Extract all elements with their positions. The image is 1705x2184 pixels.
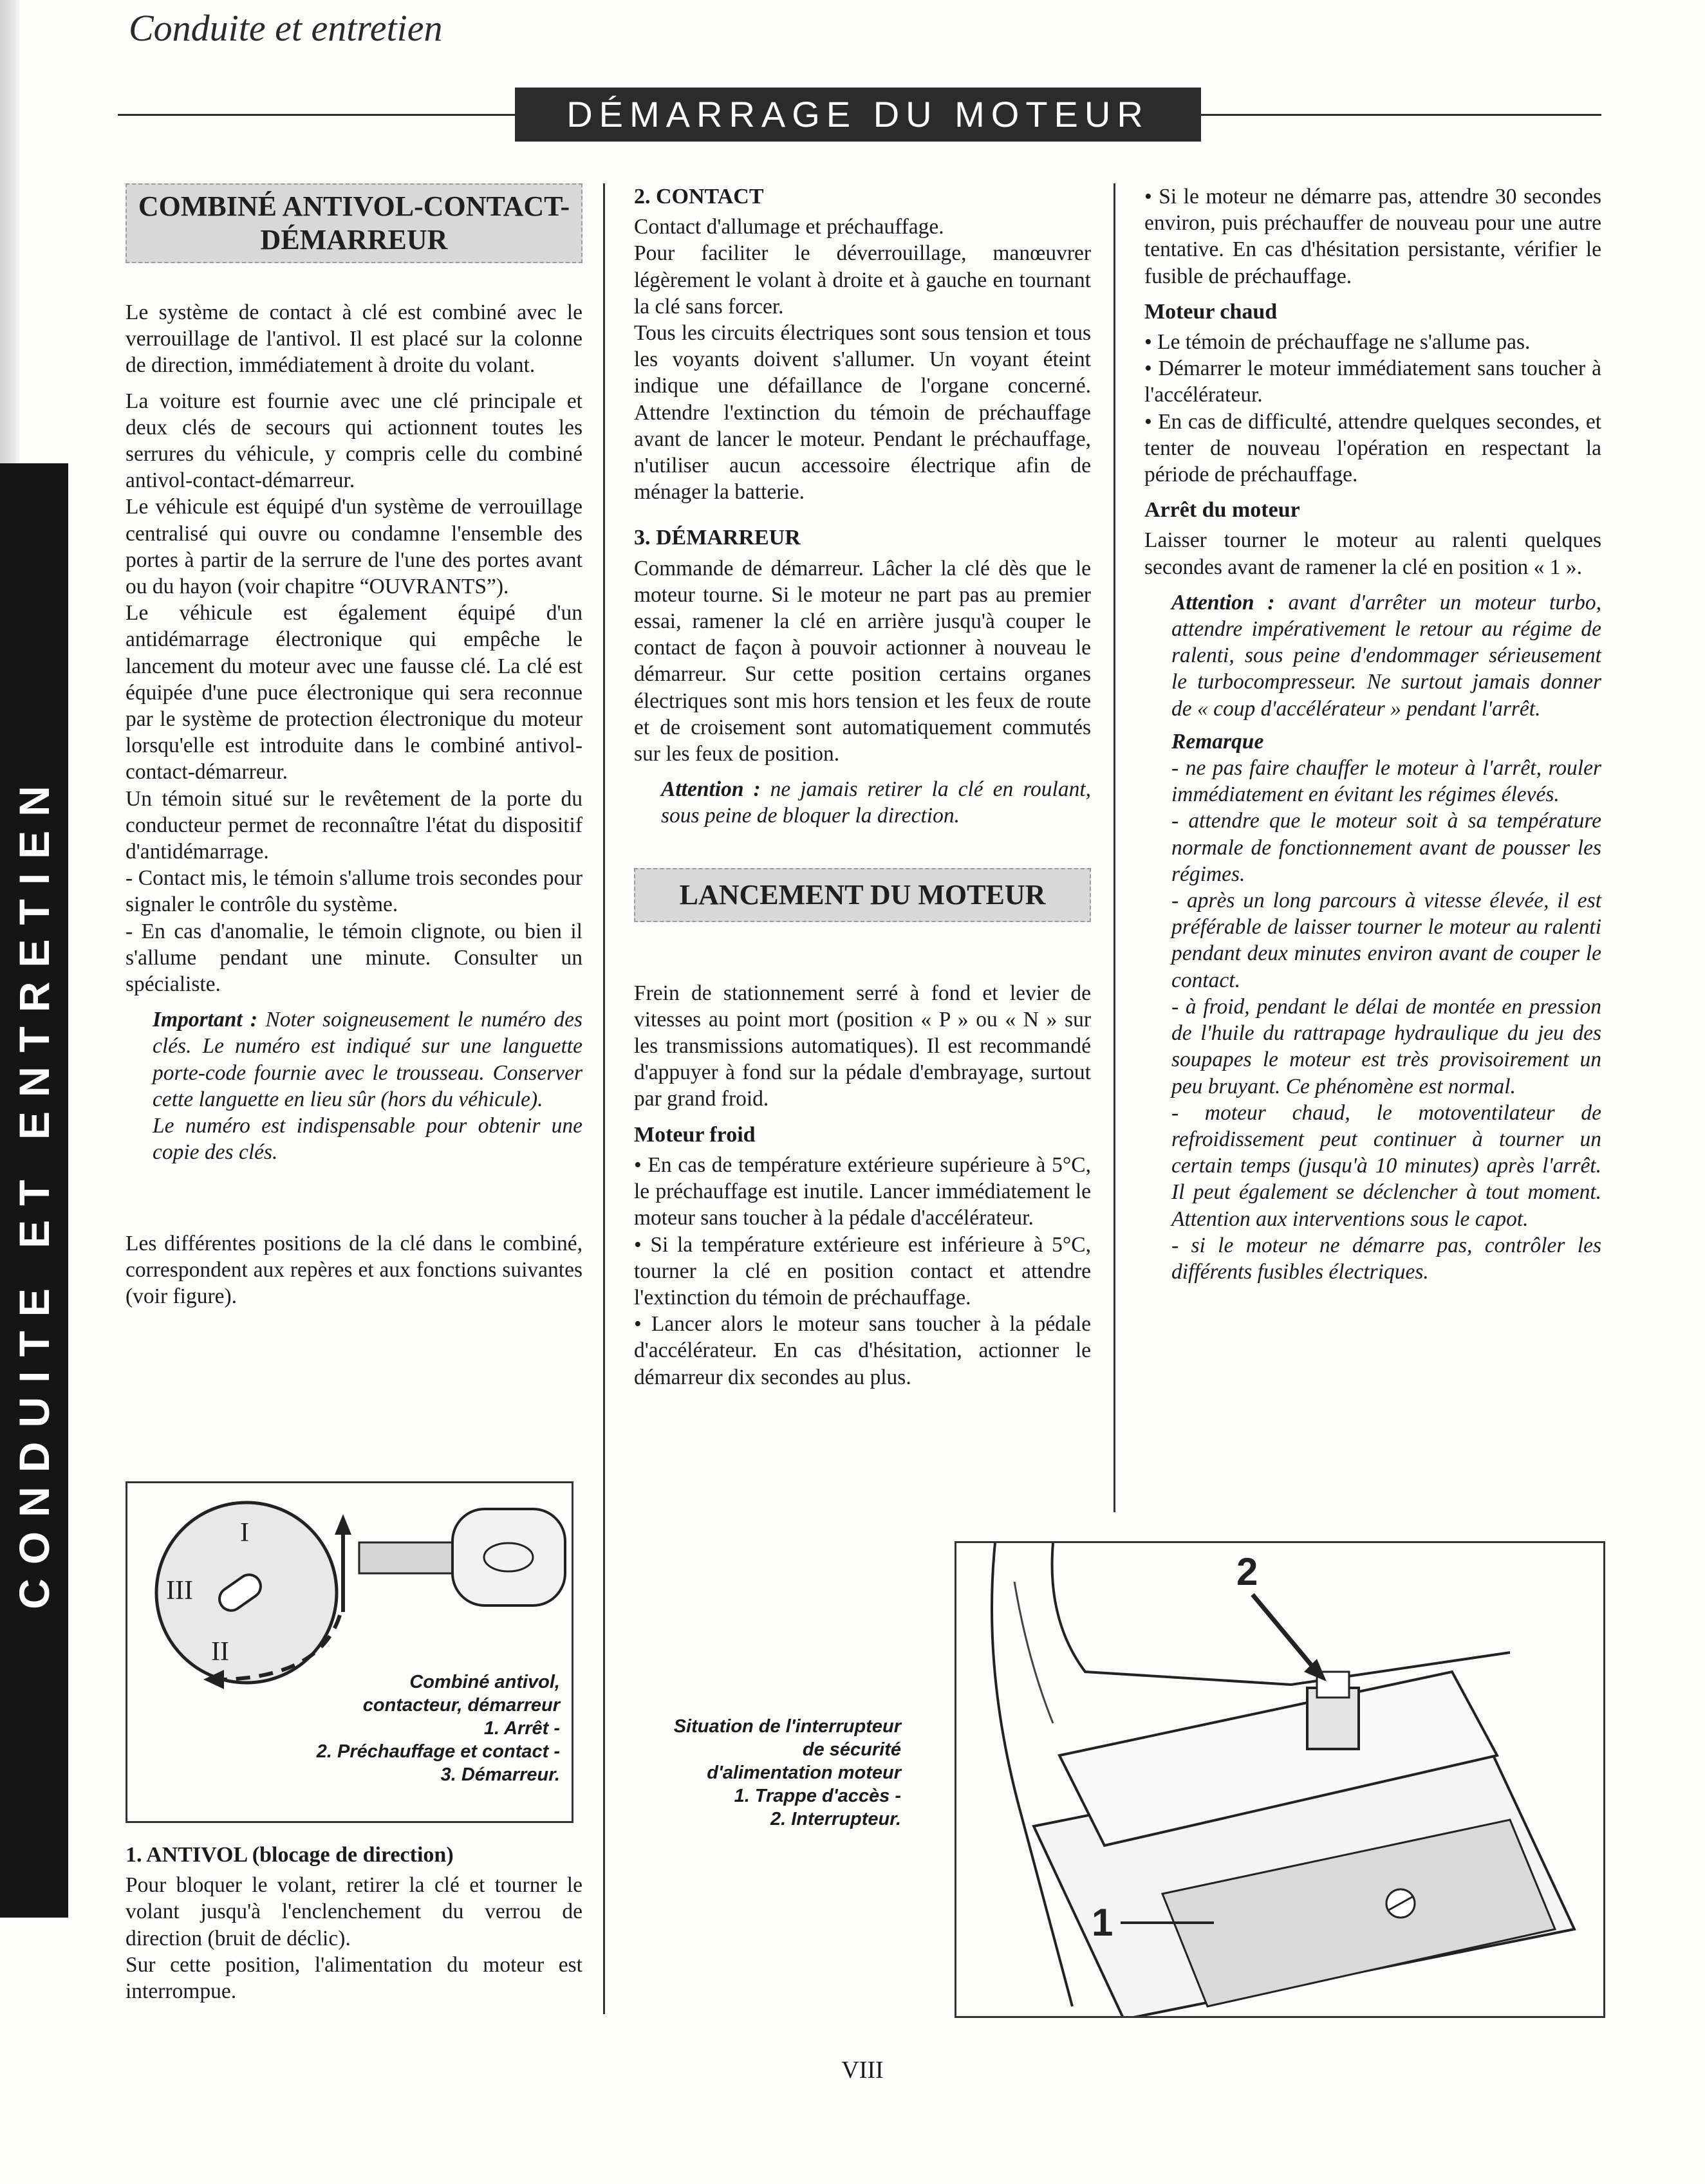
remarque-item: - ne pas faire chauffer le moteur à l'arrêt, rouler immédiatement en évitant les régimes élevés.: [1171, 756, 1601, 807]
arrow-head: [335, 1514, 351, 1535]
section-banner: DÉMARRAGE DU MOTEUR: [515, 88, 1201, 142]
attention-note: [634, 776, 1091, 829]
column-1: [126, 183, 582, 1319]
paragraph: Les différentes positions de la clé dans le combiné, correspondent aux repères et aux fonctions suivantes (voir figure).: [126, 1231, 582, 1308]
pos-I-label: I: [240, 1518, 249, 1548]
seat-cushion-edge: [1052, 1543, 1510, 1685]
column-3: [1144, 183, 1601, 1285]
important-note: [126, 1006, 582, 1165]
paragraph: • Si le moteur ne démarre pas, attendre 30 secondes environ, puis préchauffer de nouveau pour une autre tentative. En cas d'hésitation persistante, vérifier le fusible de préchauffage.: [1144, 185, 1601, 288]
remarque-item: - si le moteur ne démarre pas, contrôler les différents fusibles électriques.: [1171, 1233, 1601, 1284]
running-title: Conduite et entretien: [129, 7, 443, 49]
label-2: 2: [1236, 1550, 1258, 1593]
remarque-item: - après un long parcours à vitesse élevée, il est préférable de laisser tourner le moteur au ralenti pendant deux minutes environ avant de couper le contact.: [1171, 889, 1601, 992]
seat-contour: [1014, 1582, 1053, 1723]
key-blade: [359, 1542, 456, 1573]
heading-combine: COMBINÉ ANTIVOL-CONTACT-DÉMARREUR: [126, 183, 582, 263]
important-text-2: Le numéro est indispensable pour obtenir une copie des clés.: [153, 1114, 582, 1165]
column-2: [634, 183, 1091, 1391]
paragraph: Sur cette position, l'alimentation du moteur est interrompue.: [126, 1952, 582, 2004]
attention-text: avant d'arrêter un moteur turbo, attendre impérativement le retour au régime de ralenti, sous peine d'endommager sérieusement le turbocompresseur. Ne surtout jamais donner de « coup d'accélérateur » pendant l'arrêt.: [1171, 590, 1602, 721]
key-head: [452, 1509, 565, 1606]
heading-moteur-chaud: Moteur chaud: [1144, 299, 1278, 324]
caption-line: Situation de l'interrupteur: [673, 1716, 901, 1737]
column-divider-1: [603, 183, 605, 2014]
paragraph: - En cas d'anomalie, le témoin clignote, ou bien il s'allume pendant une minute. Consulter un spécialiste.: [126, 919, 582, 997]
caption-line: 2. Préchauffage et contact -: [316, 1741, 560, 1762]
column-divider-2: [1113, 183, 1115, 1512]
paragraph: Commande de démarreur. Lâcher la clé dès que le moteur tourne. Si le moteur ne part pas au premier essai, ramener la clé en arrière jusqu'à couper le contact de façon à pouvoir actionner à nouveau le démarreur. Sur cette position certains organes électriques sont mis hors tension et les feux de route et de croisement sont automatiquement commutés sur les feux de position.: [634, 556, 1091, 766]
caption-line: contacteur, démarreur: [362, 1695, 560, 1716]
remarque-item: - moteur chaud, le motoventilateur de refroidissement peut continuer à tourner un certain temps (jusqu'à 10 minutes) après l'arrêt. Il peut également se déclencher à tout moment. Attention aux interventions sous le capot.: [1171, 1100, 1601, 1231]
paragraph: Le système de contact à clé est combiné avec le verrouillage de l'antivol. Il est placé sur la colonne de direction, immédiatement à droite du volant.: [126, 301, 582, 378]
paragraph: Pour faciliter le déverrouillage, manœuvrer légèrement le volant à droite et à gauche en tournant la clé sans forcer.: [634, 241, 1091, 319]
paragraph: La voiture est fournie avec une clé principale et deux clés de secours qui actionnent toutes les serrures du véhicule, y compris celle du combiné antivol-contact-démarreur.: [126, 389, 582, 493]
paragraph: Frein de stationnement serré à fond et levier de vitesses au point mort (position « P » ou « N » sur les transmissions automatiques). Il est recommandé d'appuyer à fond sur la pédale d'embrayage, surtout par grand froid.: [634, 981, 1091, 1111]
paragraph: • En cas de température extérieure supérieure à 5°C, le préchauffage est inutile. Lancer immédiatement le moteur sans toucher à la pédale d'accélérateur.: [634, 1152, 1091, 1230]
paragraph: • Le témoin de préchauffage ne s'allume pas.: [1144, 330, 1531, 355]
paragraph: Le véhicule est également équipé d'un antidémarrage électronique qui empêche le lancement du moteur avec une fausse clé. La clé est équipée d'une puce électronique qui sera reconnue par le système de protection électronique du moteur lorsqu'elle est introduite dans le combiné antivol-contact-démarreur.: [126, 601, 582, 784]
important-text: Noter soigneusement le numéro des clés. Le numéro est indiqué sur une languette porte-code fournie avec le trousseau. Conserver cette languette en lieu sûr (hors du véhicule).: [153, 1008, 583, 1111]
important-label: Important :: [153, 1008, 258, 1032]
remarque-label: Remarque: [1171, 729, 1264, 754]
attention-label: Attention :: [1171, 590, 1275, 615]
safety-switch-illustration: [956, 1543, 1603, 2016]
attention-text: ne jamais retirer la clé en roulant, sous peine de bloquer la direction.: [661, 777, 1091, 828]
heading-antivol: 1. ANTIVOL (blocage de direction): [126, 1843, 454, 1867]
pos-III-label: III: [166, 1576, 193, 1606]
heading-contact: 2. CONTACT: [634, 185, 764, 208]
paragraph: Un témoin situé sur le revêtement de la porte du conducteur permet de reconnaître l'état du dispositif d'antidémarrage.: [126, 786, 582, 864]
heading-moteur-froid: Moteur froid: [634, 1122, 756, 1147]
caption-line: d'alimentation moteur: [707, 1763, 901, 1783]
caption-line: 1. Arrêt -: [483, 1718, 560, 1739]
seat-outline: [992, 1543, 1072, 2006]
page-number: VIII: [841, 2057, 884, 2084]
key-switch-illustration: [127, 1483, 572, 1696]
caption-line: de sécurité: [802, 1739, 901, 1760]
paragraph: • En cas de difficulté, attendre quelques secondes, et tenter de nouveau l'opération en respectant la période de préchauffage.: [1144, 409, 1601, 487]
paragraph: • Si la température extérieure est inférieure à 5°C, tourner la clé en position contact et attendre l'extinction du témoin de préchauffage.: [634, 1232, 1091, 1309]
caption-line: Combiné antivol,: [409, 1672, 560, 1692]
figure-safety-switch: [955, 1541, 1605, 2018]
paragraph: Tous les circuits électriques sont sous tension et tous les voyants doivent s'allumer. Un voyant éteint indique une défaillance de l'organe concerné. Attendre l'extinction du témoin de préchauffage avant de lancer le moteur. Pendant le préchauffage, n'utiliser aucun accessoire électrique afin de ménager la batterie.: [634, 321, 1091, 504]
caption-line: 2. Interrupteur.: [770, 1809, 901, 1829]
remarque-item: - attendre que le moteur soit à sa température normale de fonctionnement avant de pousser les régimes.: [1171, 809, 1601, 886]
caption-line: 3. Démarreur.: [440, 1764, 560, 1785]
caption-line: 1. Trappe d'accès -: [734, 1786, 901, 1806]
paragraph: Contact d'allumage et préchauffage.: [634, 215, 944, 239]
figure-2-caption: [644, 1715, 901, 1831]
attention-turbo-note: [1144, 589, 1601, 722]
attention-label: Attention :: [661, 777, 761, 802]
heading-lancement: LANCEMENT DU MOTEUR: [634, 868, 1091, 922]
pointer-arrow: [1253, 1595, 1317, 1672]
scan-edge-shadow: [0, 0, 19, 463]
remarque-block: [1144, 728, 1601, 1285]
heading-arret: Arrêt du moteur: [1144, 498, 1300, 523]
pos-II-label: II: [211, 1637, 229, 1667]
paragraph: Laisser tourner le moteur au ralenti quelques secondes avant de ramener la clé en position « 1 ».: [1144, 528, 1601, 579]
column-1-bottom: [126, 1842, 582, 2004]
paragraph: • Lancer alors le moteur sans toucher à la pédale d'accélérateur. En cas d'hésitation, actionner le démarreur dix secondes au plus.: [634, 1312, 1091, 1389]
figure-1-caption: [257, 1670, 560, 1786]
label-1: 1: [1092, 1901, 1113, 1944]
paragraph: Le véhicule est équipé d'un système de verrouillage centralisé qui ouvre ou condamne l'ensemble des portes à partir de la serrure de l'une des portes avant ou du hayon (voir chapitre “OUVRANTS”).: [126, 495, 582, 599]
paragraph: • Démarrer le moteur immédiatement sans toucher à l'accélérateur.: [1144, 356, 1601, 407]
paragraph: Pour bloquer le volant, retirer la clé et tourner le volant jusqu'à l'enclenchement du verrou de direction (bruit de déclic).: [126, 1873, 582, 1950]
side-tab-label: CONDUITE ET ENTRETIEN: [10, 772, 58, 1609]
heading-demarreur: 3. DÉMARREUR: [634, 526, 801, 550]
remarque-item: - à froid, pendant le délai de montée en pression de l'huile du rattrapage hydraulique du jeu des soupapes le moteur est très provisoirement un peu bruyant. Ce phénomène est normal.: [1171, 994, 1601, 1098]
paragraph: - Contact mis, le témoin s'allume trois secondes pour signaler le contrôle du système.: [126, 866, 582, 917]
